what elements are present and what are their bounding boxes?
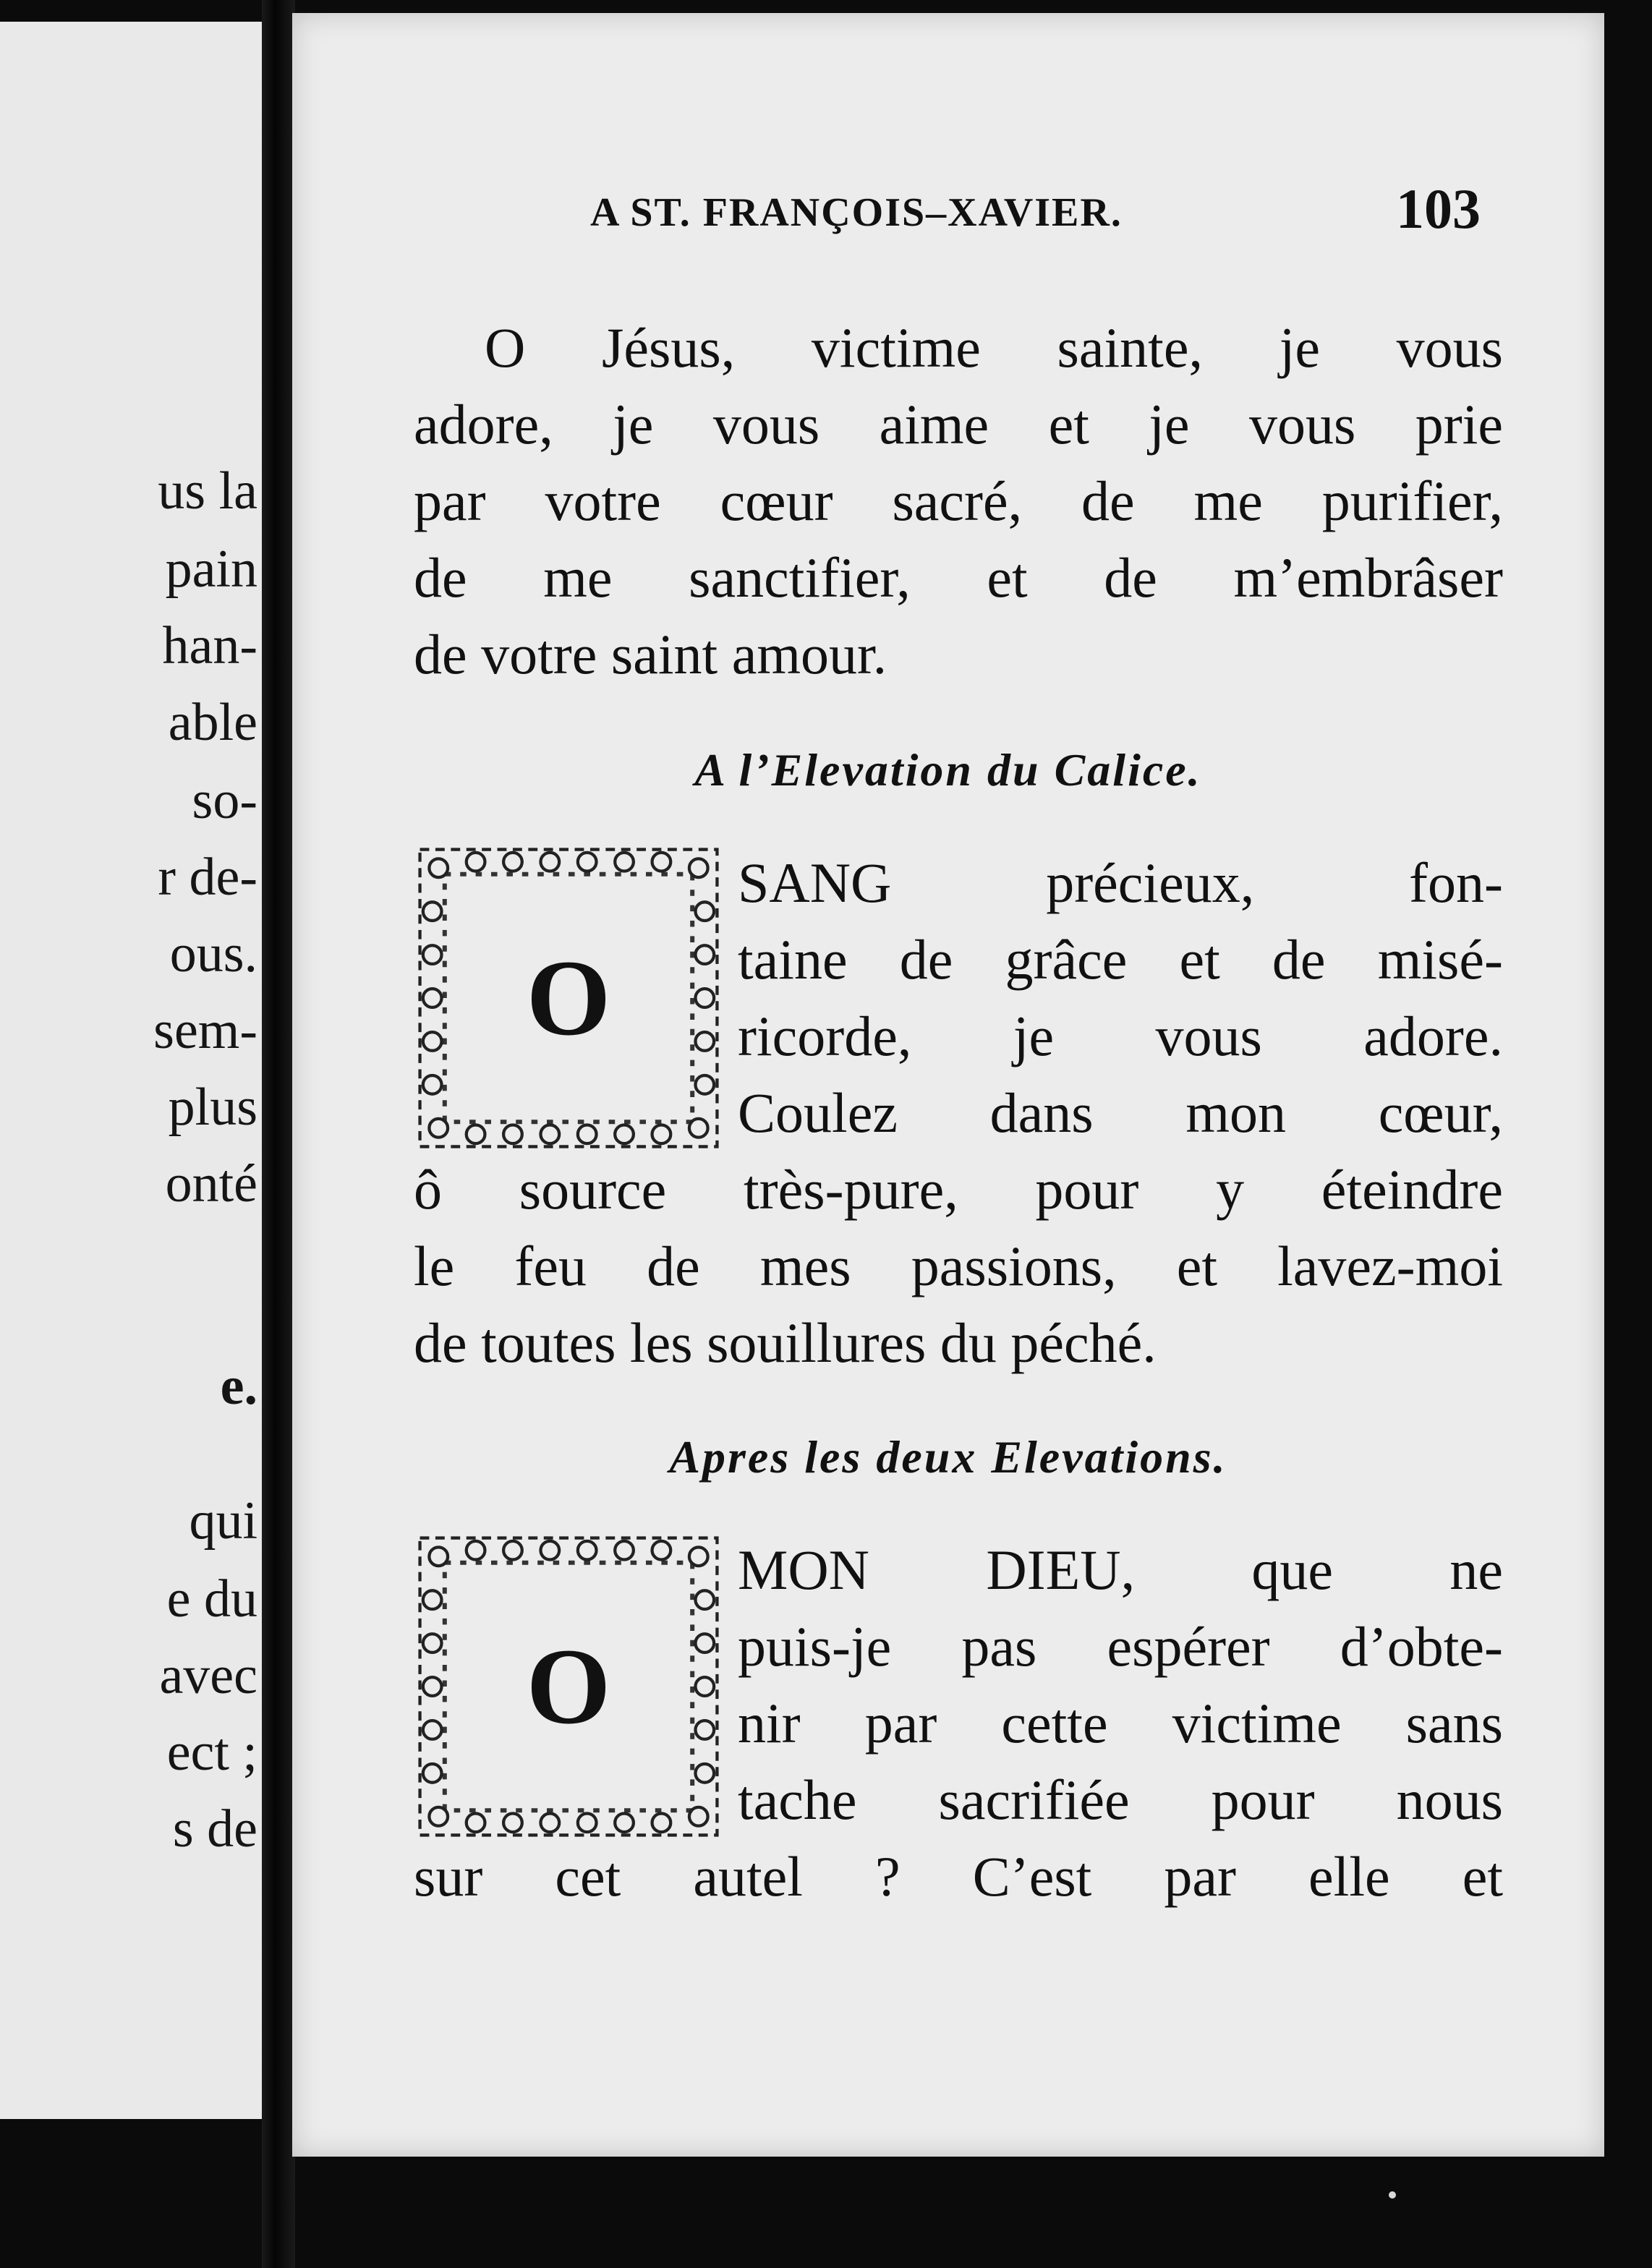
left-fragment: ect ; <box>166 1723 257 1782</box>
text-line: adore, je vous aime et je vous prie <box>414 393 1503 456</box>
text-line: Coulez dans mon cœur, <box>738 1081 1503 1144</box>
ornamental-dropcap <box>414 1532 723 1841</box>
text-line: de votre saint amour. <box>414 623 887 686</box>
left-fragment: ous. <box>169 924 257 984</box>
text-line: sur cet autel ? C’est par elle et <box>414 1845 1503 1908</box>
dropcap-letter: O <box>526 1627 611 1747</box>
text-line: par votre cœur sacré, de me purifier, <box>414 469 1503 532</box>
left-fragment: us la <box>158 461 257 521</box>
left-fragment: onté <box>165 1154 257 1214</box>
text-line: MON DIEU, que ne <box>738 1538 1503 1601</box>
left-fragment: e du <box>166 1569 257 1629</box>
book-page <box>292 13 1604 2157</box>
left-fragment: able <box>168 693 257 752</box>
text-line: nir par cette victime sans <box>738 1692 1503 1755</box>
left-fragment: qui <box>189 1491 257 1551</box>
left-fragment: sem- <box>153 1001 257 1060</box>
text-line: taine de grâce et de misé- <box>738 928 1503 991</box>
text-line: SANG précieux, fon- <box>738 851 1503 914</box>
left-fragment: avec <box>159 1646 257 1705</box>
section-heading: Apres les deux Elevations. <box>669 1431 1227 1483</box>
left-fragment: pain <box>165 540 257 599</box>
left-fragment: s de <box>172 1799 257 1859</box>
left-fragment: plus <box>168 1078 257 1137</box>
page-number: 103 <box>1396 177 1481 240</box>
text-line: tache sacrifiée pour nous <box>738 1768 1503 1831</box>
text-line: O Jésus, victime sainte, je vous <box>485 316 1503 379</box>
section-heading: A l’Elevation du Calice. <box>694 744 1202 796</box>
text-line: puis-je pas espérer d’obte- <box>738 1615 1503 1678</box>
scan-speck <box>1389 2191 1396 2199</box>
text-line: de toutes les souillures du péché. <box>414 1311 1157 1374</box>
ornamental-dropcap <box>414 843 723 1153</box>
running-head: A ST. FRANÇOIS–XAVIER. <box>590 190 1123 235</box>
text-line: de me sanctifier, et de m’embrâser <box>414 546 1503 609</box>
left-fragment: so- <box>192 771 257 830</box>
dropcap-letter: O <box>526 938 611 1058</box>
left-fragment: e. <box>220 1357 257 1416</box>
book-gutter <box>262 0 295 2268</box>
text-line: ricorde, je vous adore. <box>738 1005 1503 1067</box>
text-line: ô source très-pure, pour y éteindre <box>414 1158 1503 1221</box>
left-fragment: han- <box>162 616 257 675</box>
previous-page-fragment <box>0 22 268 2119</box>
left-fragment: r de- <box>158 848 257 907</box>
text-line: le feu de mes passions, et lavez-moi <box>414 1235 1503 1297</box>
